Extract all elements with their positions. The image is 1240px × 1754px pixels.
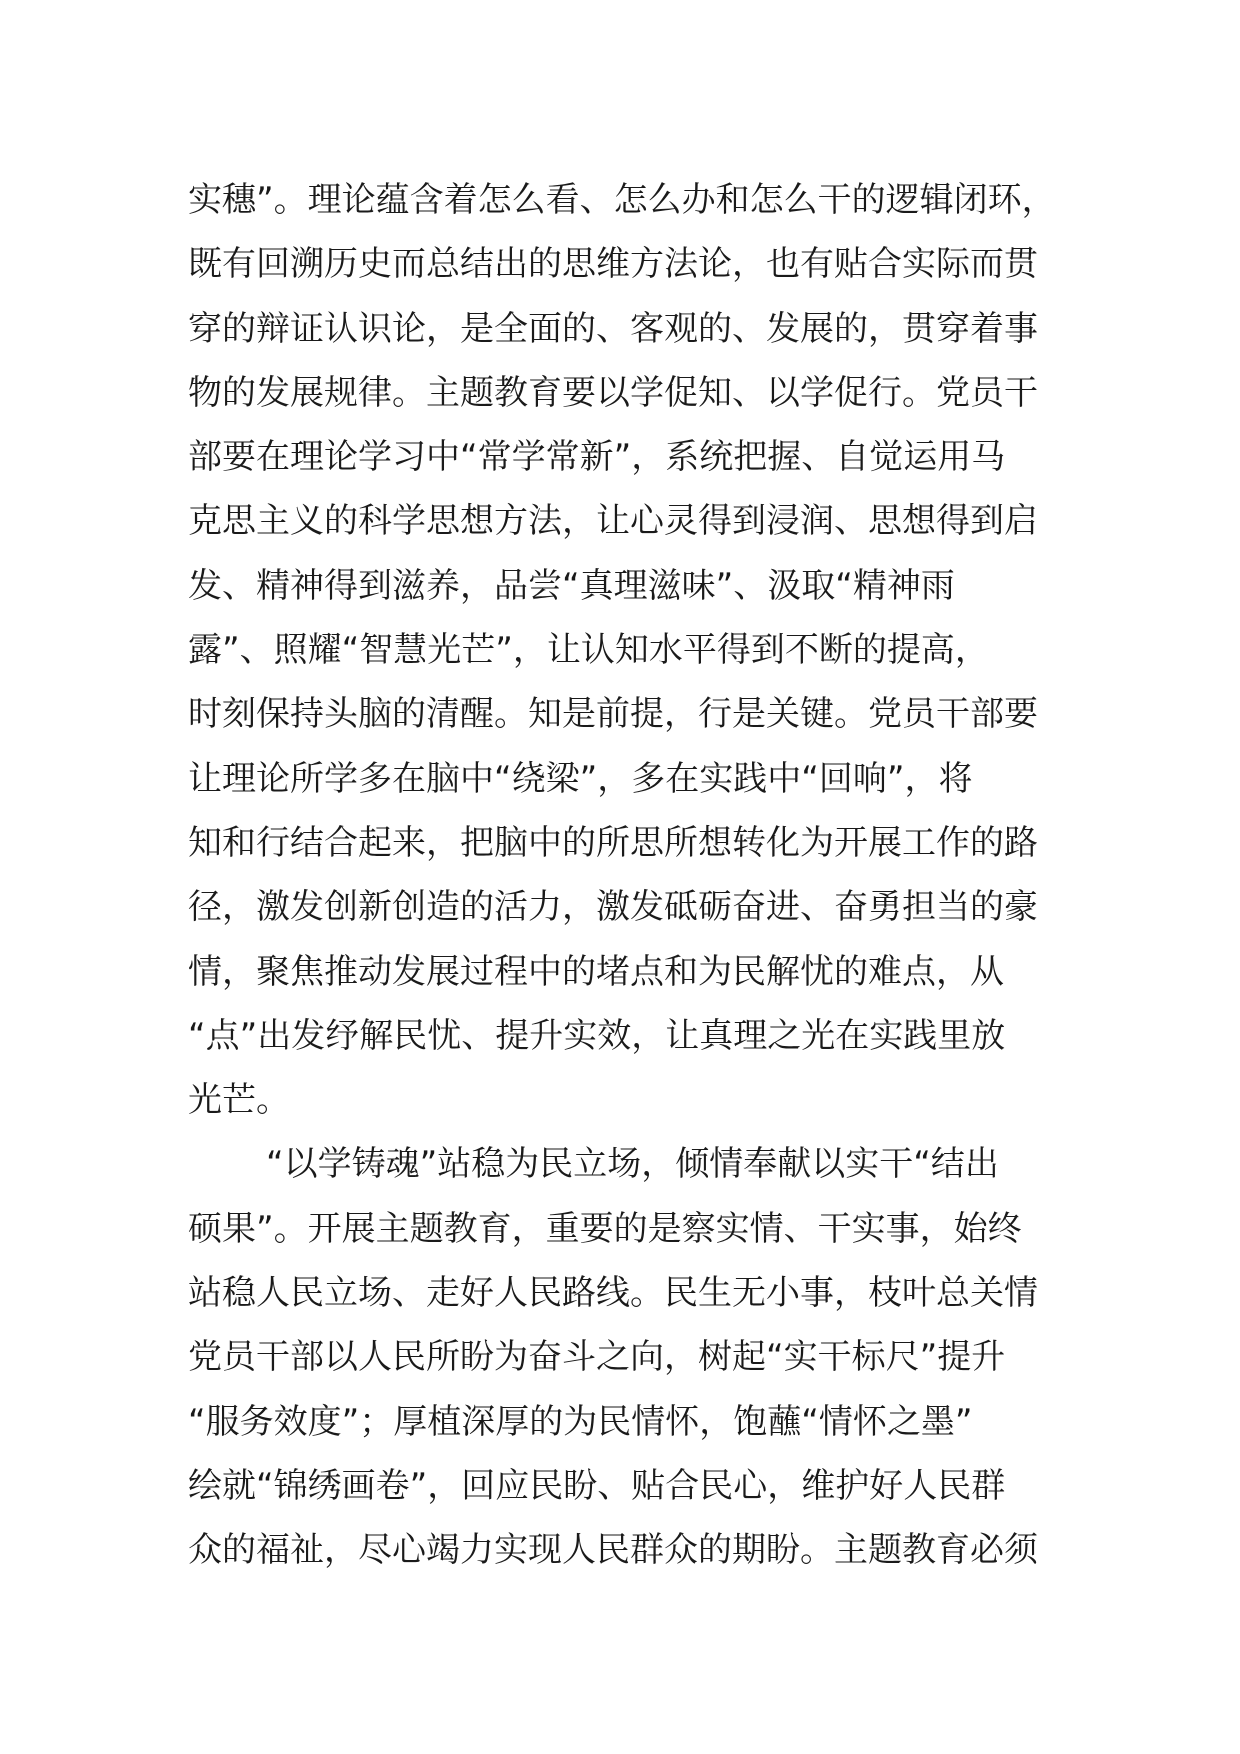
text-line: 绘就“锦绣画卷”，回应民盼、贴合民心，维护好人民群 xyxy=(188,1465,1006,1506)
text-line: 部要在理论学习中“常学常新”，系统把握、自觉运用马 xyxy=(188,437,1006,478)
text-line: 实穗”。理论蕴含着怎么看、怎么办和怎么干的逻辑闭环， xyxy=(188,180,1056,220)
text-line: 物的发展规律。主题教育要以学促知、以学促行。党员干 xyxy=(188,372,1038,413)
text-line: 既有回溯历史而总结出的思维方法论，也有贴合实际而贯 xyxy=(188,244,1038,285)
body-text xyxy=(188,168,1068,1583)
text-line: 情，聚焦推动发展过程中的堵点和为民解忧的难点，从 xyxy=(188,951,1004,992)
text-line: “点”出发纾解民忧、提升实效，让真理之光在实践里放 xyxy=(188,1015,1006,1056)
text-line: “服务效度”；厚植深厚的为民情怀，饱蘸“情怀之墨” xyxy=(188,1401,973,1442)
text-line: 站稳人民立场、走好人民路线。民生无小事，枝叶总关情 xyxy=(188,1273,1038,1314)
text-line: 让理论所学多在脑中“绕梁”，多在实践中“回响”，将 xyxy=(188,758,973,799)
text-line: 穿的辩证认识论，是全面的、客观的、发展的，贯穿着事 xyxy=(188,308,1038,349)
text-line: 径，激发创新创造的活力，激发砥砺奋进、奋勇担当的豪 xyxy=(188,887,1038,928)
text-line: 时刻保持头脑的清醒。知是前提，行是关键。党员干部要 xyxy=(188,694,1038,735)
text-line: 光芒。 xyxy=(188,1080,290,1121)
text-line: 硕果”。开展主题教育，重要的是察实情、干实事，始终 xyxy=(188,1208,1022,1249)
text-line: 知和行结合起来，把脑中的所思所想转化为开展工作的路 xyxy=(188,822,1038,863)
text-line: 众的福祉，尽心竭力实现人民群众的期盼。主题教育必须 xyxy=(188,1530,1038,1571)
text-line: 露”、照耀“智慧光芒”，让认知水平得到不断的提高， xyxy=(188,630,989,671)
text-line: 克思主义的科学思想方法，让心灵得到浸润、思想得到启 xyxy=(188,501,1038,542)
paragraph-start-line: “以学铸魂”站稳为民立场，倾情奉献以实干“结出 xyxy=(266,1144,999,1185)
text-line: 党员干部以人民所盼为奋斗之向，树起“实干标尺”提升 xyxy=(188,1337,1006,1378)
text-line: 发、精神得到滋养，品尝“真理滋味”、汲取“精神雨 xyxy=(188,565,955,606)
